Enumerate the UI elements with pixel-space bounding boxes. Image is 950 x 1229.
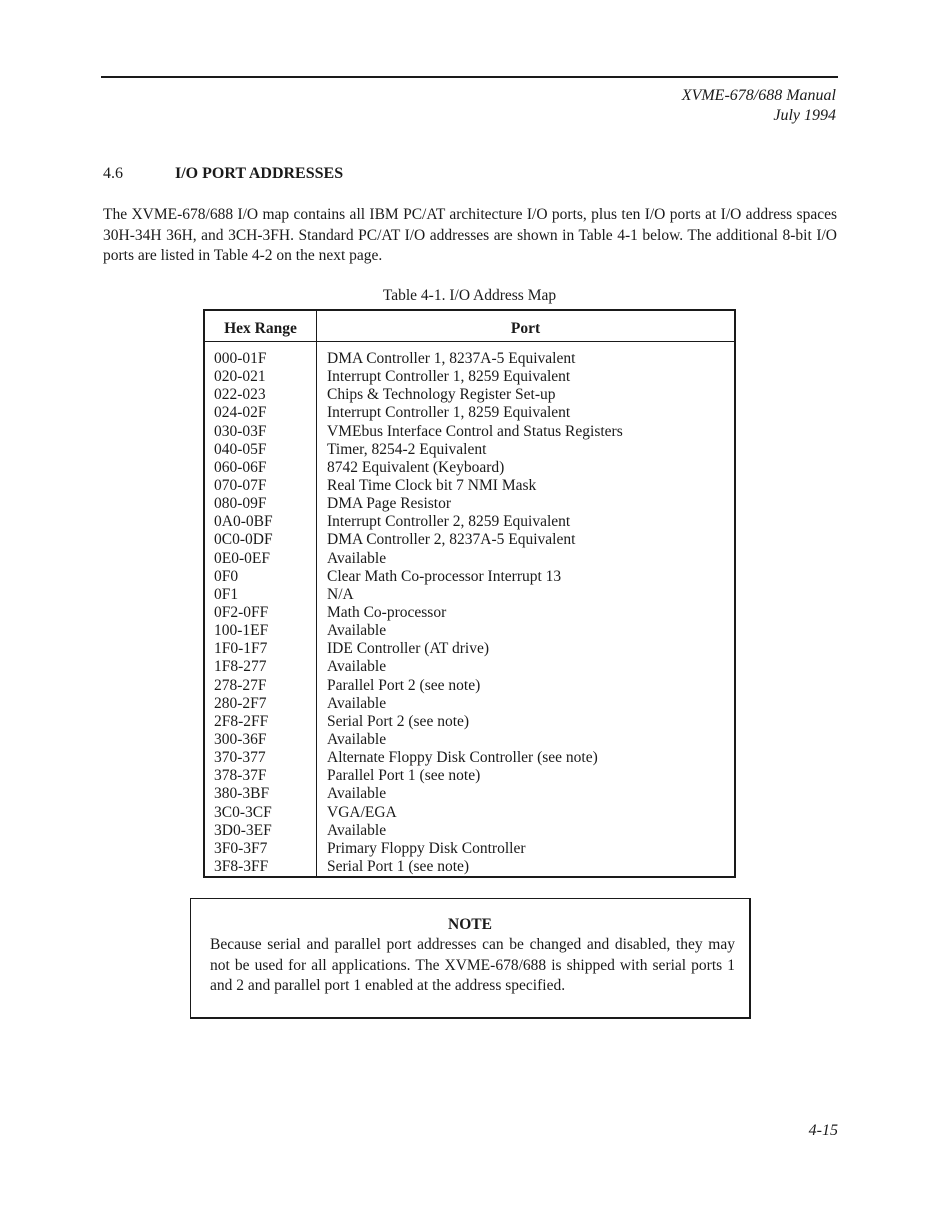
section-number: 4.6 <box>103 165 123 182</box>
hex-range-cell: 040-05F <box>214 440 267 458</box>
column-header-port: Port <box>510 320 541 337</box>
hex-range-cell: 0F0 <box>214 567 239 585</box>
hex-range-cell: 1F0-1F7 <box>214 640 268 658</box>
manual-title: XVME-678/688 Manual <box>681 87 836 104</box>
table-row <box>205 350 734 368</box>
table-row <box>205 622 734 640</box>
hex-range-cell: 370-377 <box>214 749 266 767</box>
hex-range-cell: 0F1 <box>214 585 239 603</box>
port-cell: Primary Floppy Disk Controller <box>327 839 526 857</box>
section-heading <box>103 164 343 184</box>
hex-range-cell: 000-01F <box>214 350 267 367</box>
hex-range-cell: 1F8-277 <box>214 658 267 676</box>
port-cell: N/A <box>327 585 354 603</box>
hex-range-cell: 3D0-3EF <box>214 821 272 839</box>
table-row <box>205 423 734 441</box>
port-cell: Real Time Clock bit 7 NMI Mask <box>327 476 537 494</box>
table-row <box>205 550 734 568</box>
hex-range-cell: 278-27F <box>214 676 267 694</box>
hex-range-cell: 3C0-3CF <box>214 803 272 821</box>
table-row <box>205 568 734 586</box>
running-header <box>682 86 836 126</box>
table-row <box>205 749 734 767</box>
hex-range-cell: 060-06F <box>214 458 267 476</box>
hex-range-cell: 0C0-0DF <box>214 531 273 549</box>
hex-range-cell: 024-02F <box>214 404 267 422</box>
table-row <box>205 531 734 549</box>
hex-range-cell: 300-36F <box>214 730 267 748</box>
table-row <box>205 495 734 513</box>
manual-date: July 1994 <box>773 107 836 124</box>
port-cell: Parallel Port 1 (see note) <box>327 767 481 785</box>
hex-range-cell: 030-03F <box>214 422 267 440</box>
port-cell: Available <box>327 785 387 803</box>
table-row <box>205 767 734 785</box>
note-title: NOTE <box>448 916 492 933</box>
table-row <box>205 658 734 676</box>
page-number: 4-15 <box>808 1122 838 1139</box>
table-row <box>205 459 734 477</box>
table-row <box>205 822 734 840</box>
column-header-hex-range: Hex Range <box>224 320 297 337</box>
port-cell: VMEbus Interface Control and Status Registers <box>327 422 623 440</box>
port-cell: Available <box>327 658 387 676</box>
table-row <box>205 804 734 822</box>
header-divider <box>205 341 734 342</box>
port-cell: Clear Math Co-processor Interrupt 13 <box>327 567 562 585</box>
table-row <box>205 404 734 422</box>
header-rule <box>101 76 838 78</box>
port-cell: Alternate Floppy Disk Controller (see note) <box>327 749 598 767</box>
io-address-table <box>203 309 736 878</box>
table-row <box>205 477 734 495</box>
table-row <box>205 695 734 713</box>
port-cell: VGA/EGA <box>327 803 397 821</box>
hex-range-cell: 2F8-2FF <box>214 712 269 730</box>
port-cell: Interrupt Controller 1, 8259 Equivalent <box>327 404 571 422</box>
note-text: Because serial and parallel port addresses can be changed and disabled, they may not be used for all applications. The XVME-678/688 is shipped with serial ports 1 and 2 and parallel port 1 enabled at the address specified. <box>210 936 735 994</box>
hex-range-cell: 0F2-0FF <box>214 603 269 621</box>
hex-range-cell: 378-37F <box>214 767 267 785</box>
hex-range-cell: 0E0-0EF <box>214 549 270 567</box>
hex-range-cell: 0A0-0BF <box>214 513 273 531</box>
port-cell: Serial Port 1 (see note) <box>327 857 470 875</box>
hex-range-cell: 080-09F <box>214 495 267 513</box>
hex-range-cell: 3F8-3FF <box>214 857 269 875</box>
port-cell: Serial Port 2 (see note) <box>327 712 470 730</box>
hex-range-cell: 280-2F7 <box>214 694 267 712</box>
port-cell: DMA Page Resistor <box>327 495 451 513</box>
port-cell: Math Co-processor <box>327 603 447 621</box>
port-cell: Available <box>327 549 387 567</box>
port-cell: DMA Controller 1, 8237A-5 Equivalent <box>327 350 576 367</box>
port-cell: Available <box>327 622 387 640</box>
table-row <box>205 731 734 749</box>
port-cell: Available <box>327 730 387 748</box>
port-cell: DMA Controller 2, 8237A-5 Equivalent <box>327 531 576 549</box>
section-title: I/O PORT ADDRESSES <box>175 165 344 182</box>
port-cell: Chips & Technology Register Set-up <box>327 386 556 404</box>
table-row <box>205 640 734 658</box>
port-cell: Interrupt Controller 1, 8259 Equivalent <box>327 368 571 386</box>
table-body <box>205 350 734 876</box>
hex-range-cell: 070-07F <box>214 476 267 494</box>
port-cell: Available <box>327 694 387 712</box>
intro-paragraph: The XVME-678/688 I/O map contains all IBM PC/AT architecture I/O ports, plus ten I/O ports at I/O address spaces 30H-34H 36H, and 3CH-3FH. Standard PC/AT I/O addresses are shown in Table 4-1 below. The additional 8-bit I/O ports are listed in Table 4-2 on the next page. <box>103 206 837 264</box>
table-caption: Table 4-1. I/O Address Map <box>382 287 557 304</box>
hex-range-cell: 020-021 <box>214 368 266 386</box>
table-row <box>205 785 734 803</box>
hex-range-cell: 380-3BF <box>214 785 270 803</box>
port-cell: Timer, 8254-2 Equivalent <box>327 440 487 458</box>
port-cell: Parallel Port 2 (see note) <box>327 676 481 694</box>
hex-range-cell: 3F0-3F7 <box>214 839 268 857</box>
table-row <box>205 368 734 386</box>
table-row <box>205 441 734 459</box>
port-cell: Interrupt Controller 2, 8259 Equivalent <box>327 513 571 531</box>
table-row <box>205 513 734 531</box>
hex-range-cell: 022-023 <box>214 386 266 404</box>
port-cell: Available <box>327 821 387 839</box>
table-row <box>205 858 734 876</box>
table-row <box>205 604 734 622</box>
table-row <box>205 677 734 695</box>
table-row <box>205 586 734 604</box>
hex-range-cell: 100-1EF <box>214 622 269 640</box>
table-row <box>205 713 734 731</box>
port-cell: IDE Controller (AT drive) <box>327 640 489 658</box>
table-row <box>205 386 734 404</box>
table-row <box>205 840 734 858</box>
note-box <box>190 898 751 1019</box>
port-cell: 8742 Equivalent (Keyboard) <box>327 458 505 476</box>
